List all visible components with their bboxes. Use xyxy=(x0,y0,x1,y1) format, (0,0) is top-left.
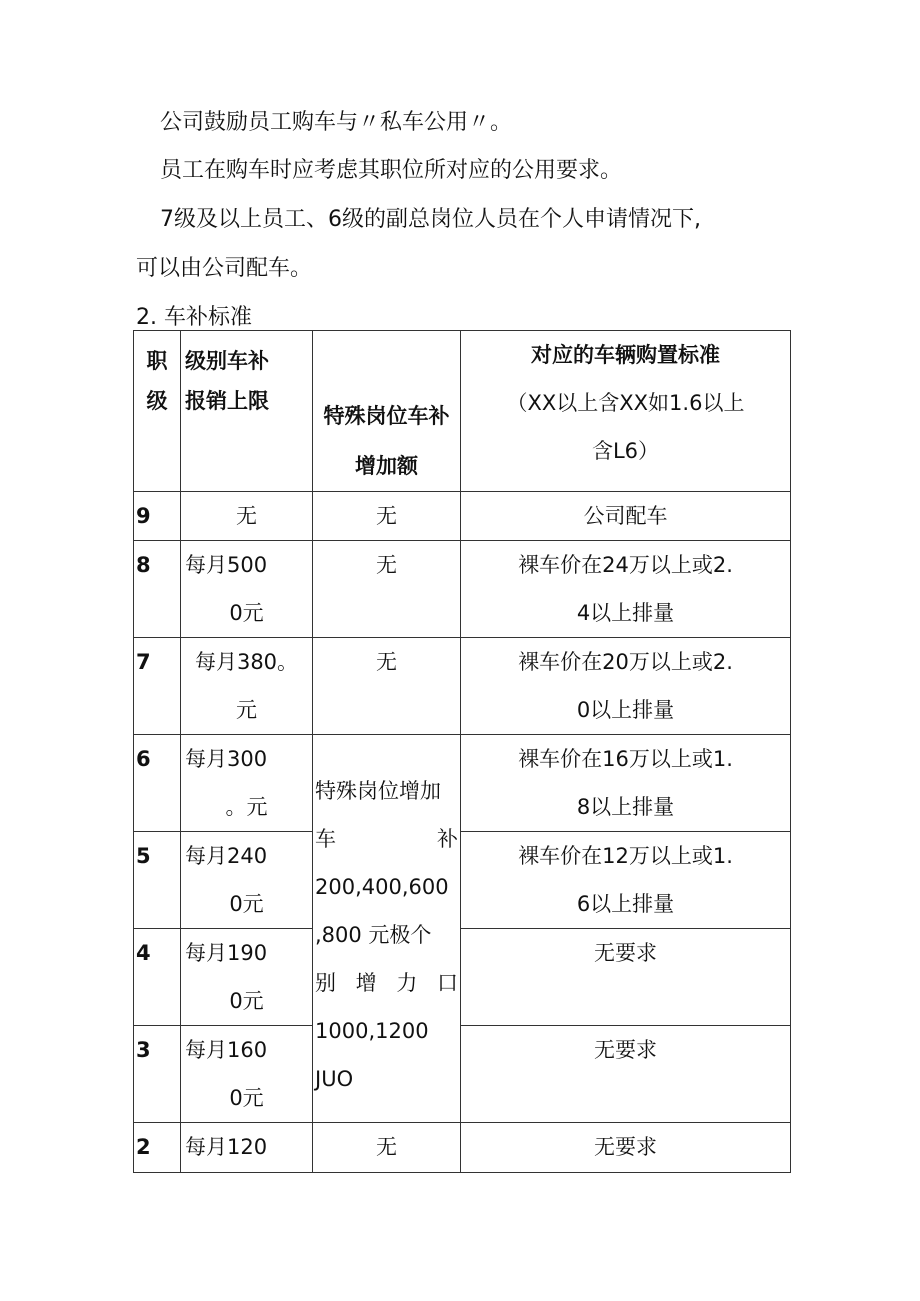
level-cell: 2 xyxy=(134,1123,181,1173)
header-special-post: 特殊岗位车补 增加额 xyxy=(313,331,461,492)
section-title: 2. 车补标准 xyxy=(136,305,252,330)
paragraph-purchase-requirement: 员工在购车时应考虑其职位所对应的公用要求。 xyxy=(160,158,623,183)
subsidy-cell: 每月500 0元 xyxy=(181,541,313,638)
standard-cell: 无要求 xyxy=(461,929,791,1026)
table-row xyxy=(134,1026,791,1123)
subsidy-cell: 无 xyxy=(181,492,313,541)
level-cell: 7 xyxy=(134,638,181,735)
subsidy-cell: 每月190 0元 xyxy=(181,929,313,1026)
table-row xyxy=(134,929,791,1026)
level-cell: 9 xyxy=(134,492,181,541)
standard-cell: 无要求 xyxy=(461,1026,791,1123)
table-row xyxy=(134,832,791,929)
table-header-row xyxy=(134,331,791,492)
subsidy-cell: 每月160 0元 xyxy=(181,1026,313,1123)
table-row xyxy=(134,735,791,832)
header-purchase-standard: 对应的车辆购置标准 （XX以上含XX如1.6以上 含L6） xyxy=(461,331,791,492)
level-cell: 4 xyxy=(134,929,181,1026)
car-subsidy-table xyxy=(133,330,791,1173)
standard-cell: 裸车价在12万以上或1. 6以上排量 xyxy=(461,832,791,929)
standard-cell: 裸车价在24万以上或2. 4以上排量 xyxy=(461,541,791,638)
standard-cell: 公司配车 xyxy=(461,492,791,541)
level-cell: 8 xyxy=(134,541,181,638)
table-row xyxy=(134,541,791,638)
paragraph-encourage-purchase: 公司鼓励员工购车与〃私车公用〃。 xyxy=(160,110,513,135)
table-row xyxy=(134,1123,791,1173)
level-cell: 3 xyxy=(134,1026,181,1123)
special-cell: 无 xyxy=(313,541,461,638)
paragraph-company-car-eligibility: 7级及以上员工、6级的副总岗位人员在个人申请情况下, xyxy=(160,207,701,232)
special-cell: 无 xyxy=(313,492,461,541)
level-cell: 6 xyxy=(134,735,181,832)
header-level: 职 级 xyxy=(134,331,181,492)
level-cell: 5 xyxy=(134,832,181,929)
special-cell: 无 xyxy=(313,1123,461,1173)
subsidy-cell: 每月240 0元 xyxy=(181,832,313,929)
standard-cell: 无要求 xyxy=(461,1123,791,1173)
header-subsidy-limit: 级别车补 报销上限 xyxy=(181,331,313,492)
special-cell: 无 xyxy=(313,638,461,735)
subsidy-cell: 每月300 。元 xyxy=(181,735,313,832)
special-merged-cell: 特殊岗位增加 车 补 200,400,600 ,800 元极个 别 增 力 口 1000,1200 JUO xyxy=(313,735,461,1123)
table-row xyxy=(134,638,791,735)
paragraph-company-car: 可以由公司配车。 xyxy=(136,256,313,281)
subsidy-cell: 每月380。 元 xyxy=(181,638,313,735)
standard-cell: 裸车价在16万以上或1. 8以上排量 xyxy=(461,735,791,832)
subsidy-cell: 每月120 xyxy=(181,1123,313,1173)
standard-cell: 裸车价在20万以上或2. 0以上排量 xyxy=(461,638,791,735)
table-row xyxy=(134,492,791,541)
